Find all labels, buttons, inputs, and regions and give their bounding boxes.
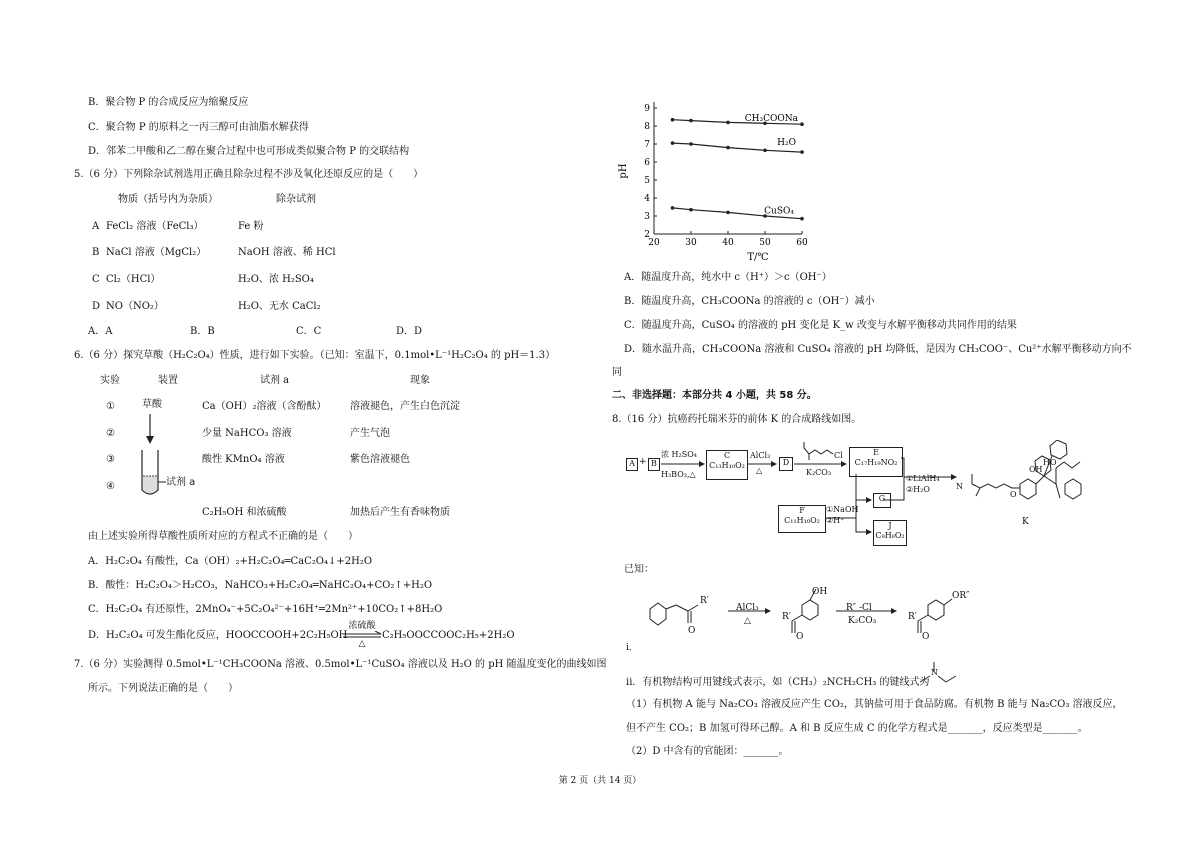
q6-row-phenomenon: 溶液褪色，产生白色沉淀 xyxy=(350,401,460,412)
q6-option-c: C．H₂C₂O₄ 有还原性，2MnO₄⁻+5C₂O₄²⁻+16H⁺═2Mn²⁺+10CO₂↑+8H₂O xyxy=(88,604,443,615)
known-i-oh: OH xyxy=(812,587,828,597)
scheme-box-d: D xyxy=(779,457,793,471)
q6-row-phenomenon: 加热后产生有香味物质 xyxy=(350,507,450,518)
k-oh: OH xyxy=(1029,465,1043,474)
scheme-r1-bottom: H₃BO₃,△ xyxy=(661,470,696,479)
ph-temperature-chart xyxy=(612,94,812,264)
q6-question: 由上述实验所得草酸性质所对应的方程式不正确的是（ ） xyxy=(88,531,358,542)
x-tick-label: 40 xyxy=(722,238,734,248)
data-point xyxy=(800,217,804,221)
q5-choice-c: C．C xyxy=(296,326,322,337)
scheme-r4-top: ①LiAlH₄ xyxy=(906,474,940,483)
q7-option-d-cont: 同 xyxy=(612,367,622,378)
scheme-box-a: A xyxy=(626,458,638,471)
q5-row-substance: Cl₂（HCl） xyxy=(106,274,161,285)
x-tick-label: 30 xyxy=(685,238,697,248)
scheme-plus: + xyxy=(639,457,647,467)
y-tick-label: 4 xyxy=(644,194,650,204)
scheme-j-label: J xyxy=(888,521,892,530)
q7-option-a: A．随温度升高，纯水中 c（H⁺）＞c（OH⁻） xyxy=(624,272,832,283)
q6-stem: 6.（6 分）探究草酸（H₂C₂O₄）性质，进行如下实验。（已知：室温下，0.1mol•L⁻¹H₂C₂O₄ 的 pH＝1.3） xyxy=(74,350,556,361)
q6-row-number: ② xyxy=(106,428,115,439)
q5-row-label: A xyxy=(92,221,100,232)
q5-row-reagent: NaOH 溶液、稀 HCl xyxy=(238,247,336,258)
data-point xyxy=(671,206,675,210)
scheme-r3-cl: Cl xyxy=(834,451,843,460)
data-point xyxy=(689,119,693,123)
known-i-r2-top: R″ -Cl xyxy=(846,603,872,613)
q7-stem-line2: 所示。下列说法正确的是（ ） xyxy=(88,683,238,694)
y-tick-label: 6 xyxy=(644,158,650,168)
series-label: H₂O xyxy=(777,138,796,149)
known-i-rprime-1: R′ xyxy=(700,596,709,606)
k-o: O xyxy=(1010,490,1017,499)
q5-row-reagent: Fe 粉 xyxy=(238,221,264,232)
q6-option-d-right: C₂H₅OOCCOOC₂H₅+2H₂O xyxy=(382,630,515,641)
q6-header-experiment: 实验 xyxy=(100,375,120,386)
data-point xyxy=(671,118,675,122)
q5-row-substance: FeCl₂ 溶液（FeCl₃） xyxy=(106,221,204,232)
q6-row-reagent: Ca（OH）₂溶液（含酚酞） xyxy=(202,401,327,412)
q5-choice-a: A．A xyxy=(88,326,113,337)
q5-row-reagent: H₂O、浓 H₂SO₄ xyxy=(238,274,314,285)
known-i-r1-top: AlCl₃ xyxy=(736,603,759,613)
scheme-r5-bottom: ②H⁺ xyxy=(826,516,845,525)
data-point xyxy=(763,149,767,153)
y-axis-label: pH xyxy=(618,163,629,179)
q8-part2: （2）D 中含有的官能团：_______。 xyxy=(626,746,789,757)
scheme-f-formula: C₁₁H₁₀O₂ xyxy=(784,516,820,525)
q4-option-b: B．聚合物 P 的合成反应为缩聚反应 xyxy=(88,97,249,108)
scheme-c-formula: C₁₃H₁₀O₂ xyxy=(709,461,745,470)
data-point xyxy=(726,121,730,125)
q5-row-substance: NaCl 溶液（MgCl₂） xyxy=(106,247,207,258)
q6-row-reagent: 酸性 KMnO₄ 溶液 xyxy=(202,454,285,465)
series-label: CuSO₄ xyxy=(764,206,794,217)
scheme-e-formula: C₁₇H₁₉NO₂ xyxy=(854,458,898,467)
data-point xyxy=(800,122,804,126)
known-i-orpp: OR″ xyxy=(952,591,970,601)
q5-header-substance: 物质（括号内为杂质） xyxy=(118,194,218,205)
scheme-r3-bottom: K₂CO₃ xyxy=(806,468,832,477)
known-ii-n: N xyxy=(931,668,938,677)
q8-stem: 8.（16 分）抗癌药托瑞米芬的前体 K 的合成路线如图。 xyxy=(612,414,862,425)
x-tick-label: 50 xyxy=(759,238,771,248)
known-ii: ii．有机物结构可用键线式表示，如（CH₃）₂NCH₂CH₃ 的键线式为 xyxy=(626,677,930,688)
data-point xyxy=(800,150,804,154)
x-tick-label: 60 xyxy=(796,238,808,248)
known-i-o-2: O xyxy=(796,632,804,642)
q8-part1-line2: 但不产生 CO₂；B 加氢可得环己醇。A 和 B 反应生成 C 的化学方程式是_______，反应类型是_______。 xyxy=(626,723,1088,734)
q6-row-reagent: 少量 NaHCO₃ 溶液 xyxy=(202,428,292,439)
q7-option-d: D．随水温升高，CH₃COONa 溶液和 CuSO₄ 溶液的 pH 均降低，是因为 CH₃COO⁻、Cu²⁺水解平衡移动方向不 xyxy=(624,344,1132,355)
x-axis-label: T/℃ xyxy=(747,252,769,263)
known-i-o-3: O xyxy=(922,632,930,642)
scheme-box-b: B xyxy=(648,458,660,471)
q5-stem: 5.（6 分）下列除杂试剂选用正确且除杂过程不涉及氧化还原反应的是（ ） xyxy=(74,169,424,180)
known-i-rprime-3: R′ xyxy=(908,612,917,622)
q6-option-d-catalyst: 浓硫酸 xyxy=(348,621,376,631)
data-point xyxy=(726,146,730,150)
q6-header-apparatus: 装置 xyxy=(158,375,178,386)
scheme-r4-bottom: ②H₂O xyxy=(906,485,930,494)
q6-row-number: ③ xyxy=(106,454,115,465)
q5-choice-d: D．D xyxy=(396,326,423,337)
q8-part1-line1: （1）有机物 A 能与 Na₂CO₃ 溶液反应产生 CO₂，其钠盐可用于食品防腐。有机物 B 能与 Na₂CO₃ 溶液反应， xyxy=(626,699,1123,710)
q5-row-substance: NO（NO₂） xyxy=(106,301,164,312)
scheme-j-formula: C₉H₈O₂ xyxy=(875,531,905,540)
y-tick-label: 3 xyxy=(644,212,650,222)
q4-option-d: D．邻苯二甲酸和乙二醇在聚合过程中也可形成类似聚合物 P 的交联结构 xyxy=(88,146,410,157)
q6-row-number: ① xyxy=(106,401,115,412)
q7-stem-line1: 7.（6 分）实验测得 0.5mol•L⁻¹CH₃COONa 溶液、0.5mol•L⁻¹CuSO₄ 溶液以及 H₂O 的 pH 随温度变化的曲线如图 xyxy=(74,659,607,670)
known-i-r1-bottom: △ xyxy=(744,616,751,626)
known-i-rprime-2: R′ xyxy=(782,612,791,622)
y-tick-label: 8 xyxy=(644,122,650,132)
q6-row-number: ④ xyxy=(106,481,115,492)
q6-row-phenomenon: 紫色溶液褪色 xyxy=(350,454,410,465)
y-tick-label: 7 xyxy=(644,140,650,150)
q6-header-reagent: 试剂 a xyxy=(260,375,290,386)
section-2-heading: 二、非选择题：本部分共 4 小题，共 58 分。 xyxy=(612,390,817,401)
data-point xyxy=(689,142,693,146)
scheme-r1-top: 浓 H₂SO₄ xyxy=(661,450,697,459)
k-ho: HO xyxy=(1043,458,1057,467)
q5-row-reagent: H₂O、无水 CaCl₂ xyxy=(238,301,321,312)
known-i-label: i． xyxy=(626,643,638,653)
q7-option-c: C．随温度升高，CuSO₄ 的溶液的 pH 变化是 K_w 改变与水解平衡移动共同作用的结果 xyxy=(624,320,1017,331)
data-point xyxy=(689,208,693,212)
scheme-r2-bottom: △ xyxy=(756,466,763,475)
scheme-box-g: G xyxy=(873,493,891,508)
apparatus-label-oxalic: 草酸 xyxy=(142,399,162,410)
scheme-f-label: F xyxy=(799,506,805,515)
page-footer: 第 2 页（共 14 页） xyxy=(558,776,642,786)
data-point xyxy=(726,211,730,215)
q6-option-d-left: D．H₂C₂O₄ 可发生酯化反应，HOOCCOOH+2C₂H₅OH xyxy=(88,630,348,641)
scheme-r2-top: AlCl₃ xyxy=(750,451,771,460)
scheme-arrows-and-structures xyxy=(620,440,1090,550)
known-heading: 已知： xyxy=(624,564,654,575)
known-i-o-1: O xyxy=(688,626,696,636)
q6-header-phenomenon: 现象 xyxy=(410,375,430,386)
q5-row-label: B xyxy=(92,247,100,258)
apparatus-label-reagent: 试剂 a xyxy=(166,477,196,488)
q5-row-label: D xyxy=(92,301,101,312)
k-n: N xyxy=(956,482,963,491)
data-point xyxy=(671,141,675,145)
known-ii-skeleton xyxy=(916,660,960,688)
q4-option-c: C．聚合物 P 的原料之一丙三醇可由油脂水解获得 xyxy=(88,122,309,133)
y-tick-label: 2 xyxy=(644,230,650,240)
q6-option-b: B．酸性：H₂C₂O₄＞H₂CO₃，NaHCO₃+H₂C₂O₄═NaHC₂O₄+CO₂↑+H₂O xyxy=(88,580,433,591)
q5-choice-b: B．B xyxy=(190,326,215,337)
q7-option-b: B．随温度升高，CH₃COONa 的溶液的 c（OH⁻）减小 xyxy=(624,296,875,307)
x-tick-label: 20 xyxy=(648,238,660,248)
scheme-c-label: C xyxy=(723,451,731,460)
q6-option-a: A．H₂C₂O₄ 有酸性，Ca（OH）₂+H₂C₂O₄═CaC₂O₄↓+2H₂O xyxy=(88,556,373,567)
q5-row-label: C xyxy=(92,274,100,285)
scheme-e-label: E xyxy=(873,448,879,457)
q6-row-phenomenon: 产生气泡 xyxy=(350,428,390,439)
q5-header-reagent: 除杂试剂 xyxy=(276,194,316,205)
y-tick-label: 9 xyxy=(644,104,650,114)
q6-option-d-heat: △ xyxy=(358,639,366,649)
scheme-label-k: K xyxy=(1022,517,1029,527)
q6-row-reagent: C₂H₅OH 和浓硫酸 xyxy=(202,507,287,518)
scheme-r5-top: ①NaOH xyxy=(826,505,859,514)
series-label: CH₃COONa xyxy=(744,114,798,125)
y-tick-label: 5 xyxy=(644,176,650,186)
known-i-r2-bottom: K₂CO₃ xyxy=(848,616,877,626)
